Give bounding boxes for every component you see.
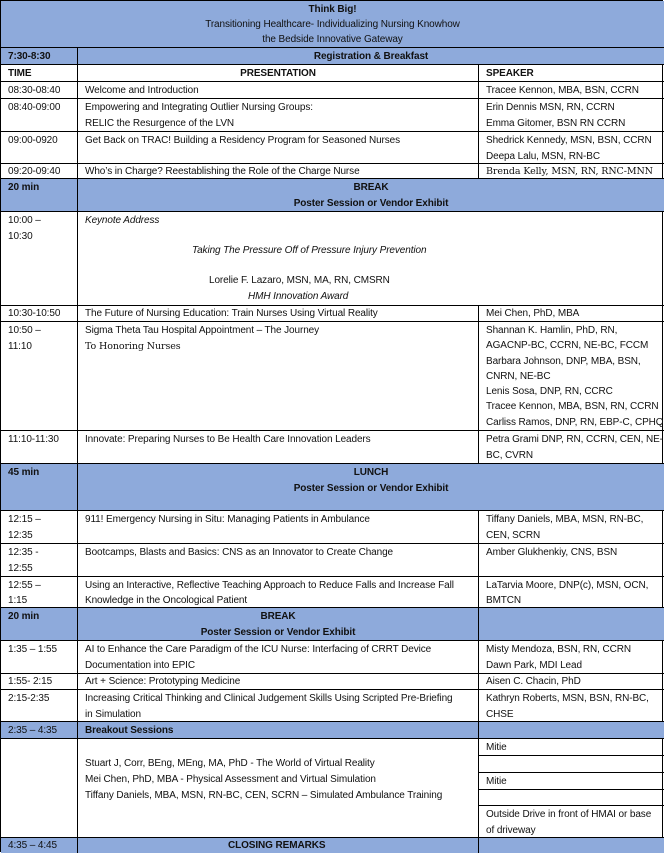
table-row — [1, 132, 664, 164]
break-row — [1, 608, 664, 641]
closing-row — [1, 838, 664, 853]
closing-speaker-empty — [478, 838, 664, 853]
session-speaker: Tracee Kennon, MBA, BSN, CCRN — [486, 85, 639, 96]
title-header — [1, 1, 664, 48]
col-header-speaker: SPEAKER — [478, 65, 664, 81]
session-speaker: CNRN, NE-BC — [486, 370, 551, 382]
session-speaker: LaTarvia Moore, DNP(c), MSN, OCN, — [486, 580, 649, 591]
session-time: 12:55 — [8, 563, 33, 574]
break-label: BREAK — [353, 182, 389, 193]
breakout-session: Mei Chen, PhD, MBA - Physical Assessment and Virtual Simulation — [85, 774, 376, 785]
registration-time: 7:30-8:30 — [8, 51, 51, 62]
session-speaker: CHSE — [486, 709, 514, 720]
session-title: Increasing Critical Thinking and Clinical Judgement Skills Using Scripted Pre-Briefing — [85, 693, 453, 704]
table-row — [1, 164, 664, 179]
keynote-award: HMH Innovation Award — [248, 291, 349, 302]
session-title: Who’s in Charge? Reestablishing the Role of the Charge Nurse — [85, 166, 360, 177]
break-sublabel: Poster Session or Vendor Exhibit — [293, 198, 449, 209]
session-speaker: AGACNP-BC, CCRN, NE-BC, FCCM — [486, 340, 649, 352]
session-title-cont: in Simulation — [85, 709, 141, 720]
session-speaker: Erin Dennis MSN, RN, CCRN — [486, 102, 615, 113]
session-title: 911! Emergency Nursing in Situ: Managing Patients in Ambulance — [85, 514, 370, 525]
session-speaker: Amber Glukhenkiy, CNS, BSN — [486, 547, 618, 558]
session-time: 08:40-09:00 — [8, 102, 61, 113]
session-time: 09:20-09:40 — [8, 166, 61, 177]
session-title: AI to Enhance the Care Paradigm of the ICU Nurse: Interfacing of CRRT Device — [85, 644, 432, 655]
keynote-time-start: 10:00 – — [8, 215, 41, 226]
break-duration: 20 min — [8, 611, 40, 622]
table-row — [1, 674, 664, 690]
session-time: 10:50 – — [8, 325, 41, 336]
session-title-cont: RELIC the Resurgence of the LVN — [85, 118, 235, 129]
session-title: Innovate: Preparing Nurses to Be Health Care Innovation Leaders — [85, 434, 371, 445]
session-title-cont: To Honoring Nurses — [85, 340, 181, 352]
session-title: Welcome and Introduction — [85, 85, 199, 96]
keynote-title: Taking The Pressure Off of Pressure Injury Prevention — [192, 245, 427, 256]
keynote-label: Keynote Address — [85, 215, 160, 226]
session-speaker: Kathryn Roberts, MSN, BSN, RN-BC, — [486, 693, 649, 704]
session-speaker: Dawn Park, MDI Lead — [486, 660, 582, 671]
breakout-header-row — [1, 722, 664, 739]
table-row — [1, 690, 664, 722]
keynote-time-end: 10:30 — [8, 231, 33, 242]
breakout-location: Outside Drive in front of HMAI or base of driveway — [486, 809, 652, 836]
col-header-time: TIME — [8, 68, 32, 79]
lunch-duration: 45 min — [8, 467, 40, 478]
registration-label: Registration & Breakfast — [77, 48, 664, 64]
session-speaker: Misty Mendoza, BSN, RN, CCRN — [486, 644, 632, 655]
session-time: 10:30-10:50 — [8, 308, 61, 319]
session-time: 09:00-0920 — [8, 135, 58, 146]
session-title-cont: Knowledge in the Oncological Patient — [85, 595, 248, 606]
session-time: 12:35 — [8, 530, 33, 541]
session-time: 11:10-11:30 — [8, 434, 59, 445]
session-speaker: Mei Chen, PhD, MBA — [486, 308, 580, 319]
session-speaker: Shedrick Kennedy, MSN, BSN, CCRN — [486, 135, 652, 146]
break-sublabel: Poster Session or Vendor Exhibit — [200, 627, 356, 638]
table-row — [1, 511, 664, 544]
session-speaker: Tracee Kennon, MBA, BSN, RN, CCRN — [486, 401, 659, 413]
table-row — [1, 99, 664, 132]
session-time: 1:15 — [8, 595, 28, 606]
session-time: 1:35 – 1:55 — [8, 644, 57, 655]
break-row — [1, 179, 664, 212]
closing-time: 4:35 – 4:45 — [8, 840, 57, 851]
break-speaker-empty — [478, 608, 664, 640]
session-time: 1:55- 2:15 — [8, 676, 53, 687]
breakout-session: Stuart J, Corr, BEng, MEng, MA, PhD - The World of Virtual Reality — [85, 758, 375, 769]
break-label: BREAK — [260, 611, 296, 622]
session-time: 2:15-2:35 — [8, 693, 50, 704]
session-time: 12:15 – — [8, 514, 41, 525]
breakout-label: Breakout Sessions — [77, 722, 478, 738]
session-speaker: Brenda Kelly, MSN, RN, RNC-MNN — [486, 166, 653, 177]
table-row — [1, 577, 664, 608]
table-row — [1, 431, 664, 464]
session-speaker: BC, CVRN — [486, 450, 533, 461]
session-speaker: Deepa Lalu, MSN, RN-BC — [486, 151, 600, 162]
session-speaker: BMTCN — [486, 595, 522, 606]
table-row — [1, 641, 664, 674]
session-speaker: Emma Gitomer, BSN RN CCRN — [486, 118, 626, 129]
keynote-row — [1, 212, 664, 306]
session-title: Sigma Theta Tau Hospital Appointment – The Journey — [85, 325, 320, 336]
session-speaker: Carliss Ramos, DNP, RN, EBP-C, CPHQ — [486, 416, 664, 428]
breakout-location — [479, 790, 664, 806]
session-speaker: Barbara Johnson, DNP, MBA, BSN, — [486, 355, 641, 367]
session-title: The Future of Nursing Education: Train Nurses Using Virtual Reality — [85, 308, 378, 319]
closing-label: CLOSING REMARKS — [77, 838, 478, 853]
session-time: 11:10 — [8, 340, 32, 352]
session-title: Empowering and Integrating Outlier Nursing Groups: — [85, 102, 313, 113]
breakout-content-row — [1, 739, 664, 838]
break-duration: 20 min — [8, 182, 40, 193]
breakout-location: Mitie — [479, 739, 664, 756]
registration-row — [1, 48, 664, 65]
session-time: 08:30-08:40 — [8, 85, 61, 96]
session-title: Art + Science: Prototyping Medicine — [85, 676, 241, 687]
session-speaker: CEN, SCRN — [486, 530, 541, 541]
table-row — [1, 322, 664, 431]
breakout-speaker-empty — [478, 722, 664, 738]
breakout-location: Mitie — [479, 773, 664, 790]
column-header-row — [1, 65, 664, 82]
table-row — [1, 306, 664, 322]
breakout-time-empty — [1, 739, 77, 837]
breakout-location — [479, 756, 664, 773]
session-speaker: Tiffany Daniels, MBA, MSN, RN-BC, — [486, 514, 644, 525]
session-title: Bootcamps, Blasts and Basics: CNS as an Innovator to Create Change — [85, 547, 394, 558]
session-title-cont: Documentation into EPIC — [85, 660, 195, 671]
col-header-presentation: PRESENTATION — [77, 65, 478, 81]
session-speaker: Shannan K. Hamlin, PhD, RN, — [486, 325, 618, 336]
lunch-sublabel: Poster Session or Vendor Exhibit — [293, 483, 449, 494]
session-speaker: Petra Grami DNP, RN, CCRN, CEN, NE- — [486, 434, 663, 445]
table-row — [1, 544, 664, 577]
table-row — [1, 82, 664, 99]
session-title: Get Back on TRAC! Building a Residency Program for Seasoned Nurses — [85, 135, 401, 146]
session-speaker: Lenis Sosa, DNP, RN, CCRC — [486, 386, 613, 398]
session-time: 12:35 - — [8, 547, 39, 558]
lunch-label: LUNCH — [353, 467, 389, 478]
event-subtitle-line2: the Bedside Innovative Gateway — [262, 34, 403, 45]
keynote-speaker: Lorelie F. Lazaro, MSN, MA, RN, CMSRN — [209, 275, 390, 286]
event-subtitle-line1: Transitioning Healthcare- Individualizing Nursing Knowhow — [205, 19, 460, 30]
lunch-row — [1, 464, 664, 511]
session-speaker: Aisen C. Chacin, PhD — [486, 676, 581, 687]
session-time: 12:55 – — [8, 580, 41, 591]
event-title: Think Big! — [308, 4, 357, 15]
breakout-session: Tiffany Daniels, MBA, MSN, RN-BC, CEN, SCRN – Simulated Ambulance Training — [85, 790, 443, 801]
breakout-time: 2:35 – 4:35 — [8, 725, 57, 736]
session-title: Using an Interactive, Reflective Teaching Approach to Reduce Falls and Increase Fall — [85, 580, 454, 591]
